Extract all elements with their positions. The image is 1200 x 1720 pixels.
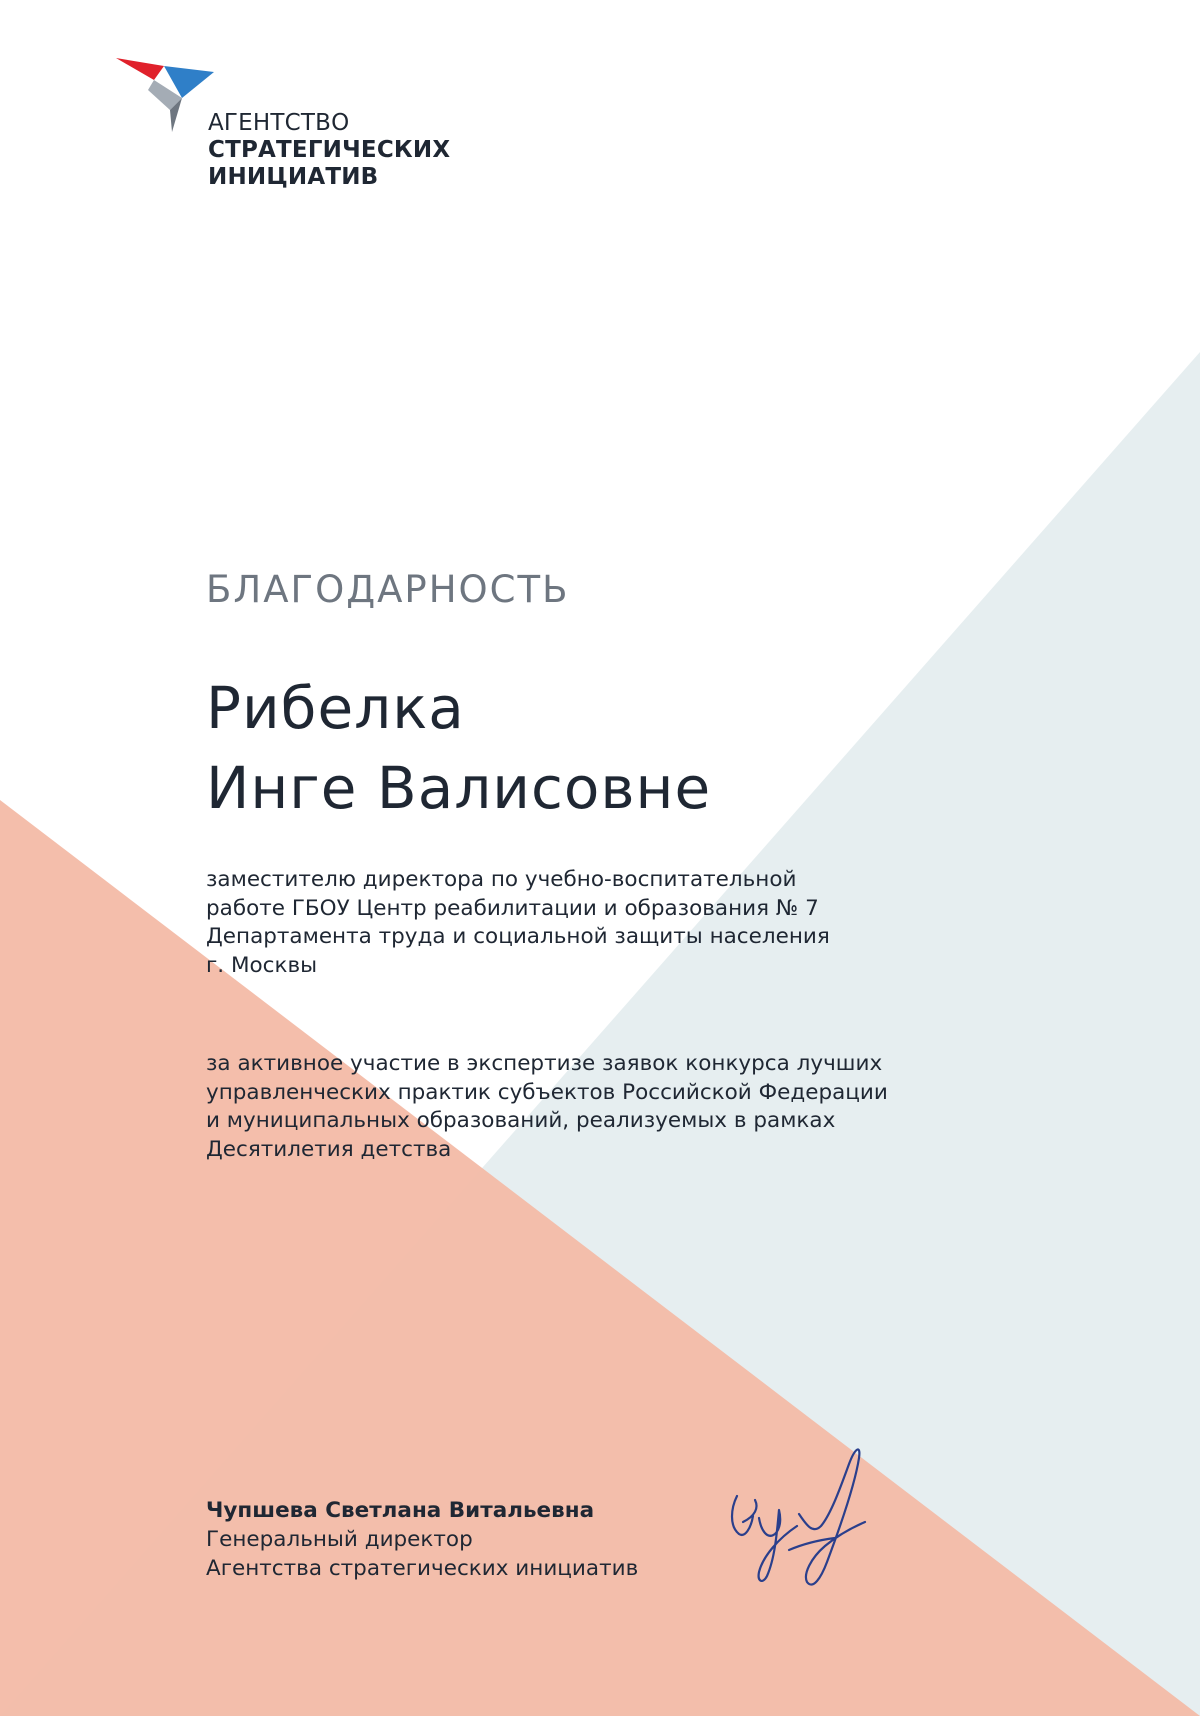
reason-line: управленческих практик субъектов Российской Федерации xyxy=(206,1079,888,1105)
recipient-surname: Рибелка xyxy=(206,674,465,742)
signer-title-line2: Агентства стратегических инициатив xyxy=(206,1556,639,1581)
handwritten-signature xyxy=(715,1430,885,1600)
logo-text-line2: СТРАТЕГИЧЕСКИХ xyxy=(208,137,451,163)
position-line: г. Москвы xyxy=(206,952,318,978)
asi-logo-icon xyxy=(112,52,217,132)
reason-line: за активное участие в экспертизе заявок конкурса лучших xyxy=(206,1051,883,1076)
signer-block xyxy=(206,1496,638,1583)
document-title: БЛАГОДАРНОСТЬ xyxy=(206,568,570,611)
logo-wordmark xyxy=(208,110,450,191)
logo-red-wing xyxy=(116,58,164,80)
logo-text-line1: АГЕНТСТВО xyxy=(208,110,350,136)
reason-line: Десятилетия детства xyxy=(206,1136,452,1162)
reason-line: и муниципальных образований, реализуемых в рамках xyxy=(206,1108,836,1133)
position-line: работе ГБОУ Центр реабилитации и образования № 7 xyxy=(206,895,819,921)
recipient-given-name: Инге Валисовне xyxy=(206,754,712,822)
logo-text-line3: ИНИЦИАТИВ xyxy=(208,164,379,190)
signer-title-line1: Генеральный директор xyxy=(206,1527,473,1552)
position-line: заместителю директора по учебно-воспитательной xyxy=(206,867,797,892)
position-line: Департамента труда и социальной защиты населения xyxy=(206,924,830,949)
recipient-name xyxy=(206,668,711,828)
signer-name: Чупшева Светлана Витальевна xyxy=(206,1498,595,1523)
recipient-position xyxy=(206,866,926,980)
gratitude-reason xyxy=(206,1050,966,1164)
